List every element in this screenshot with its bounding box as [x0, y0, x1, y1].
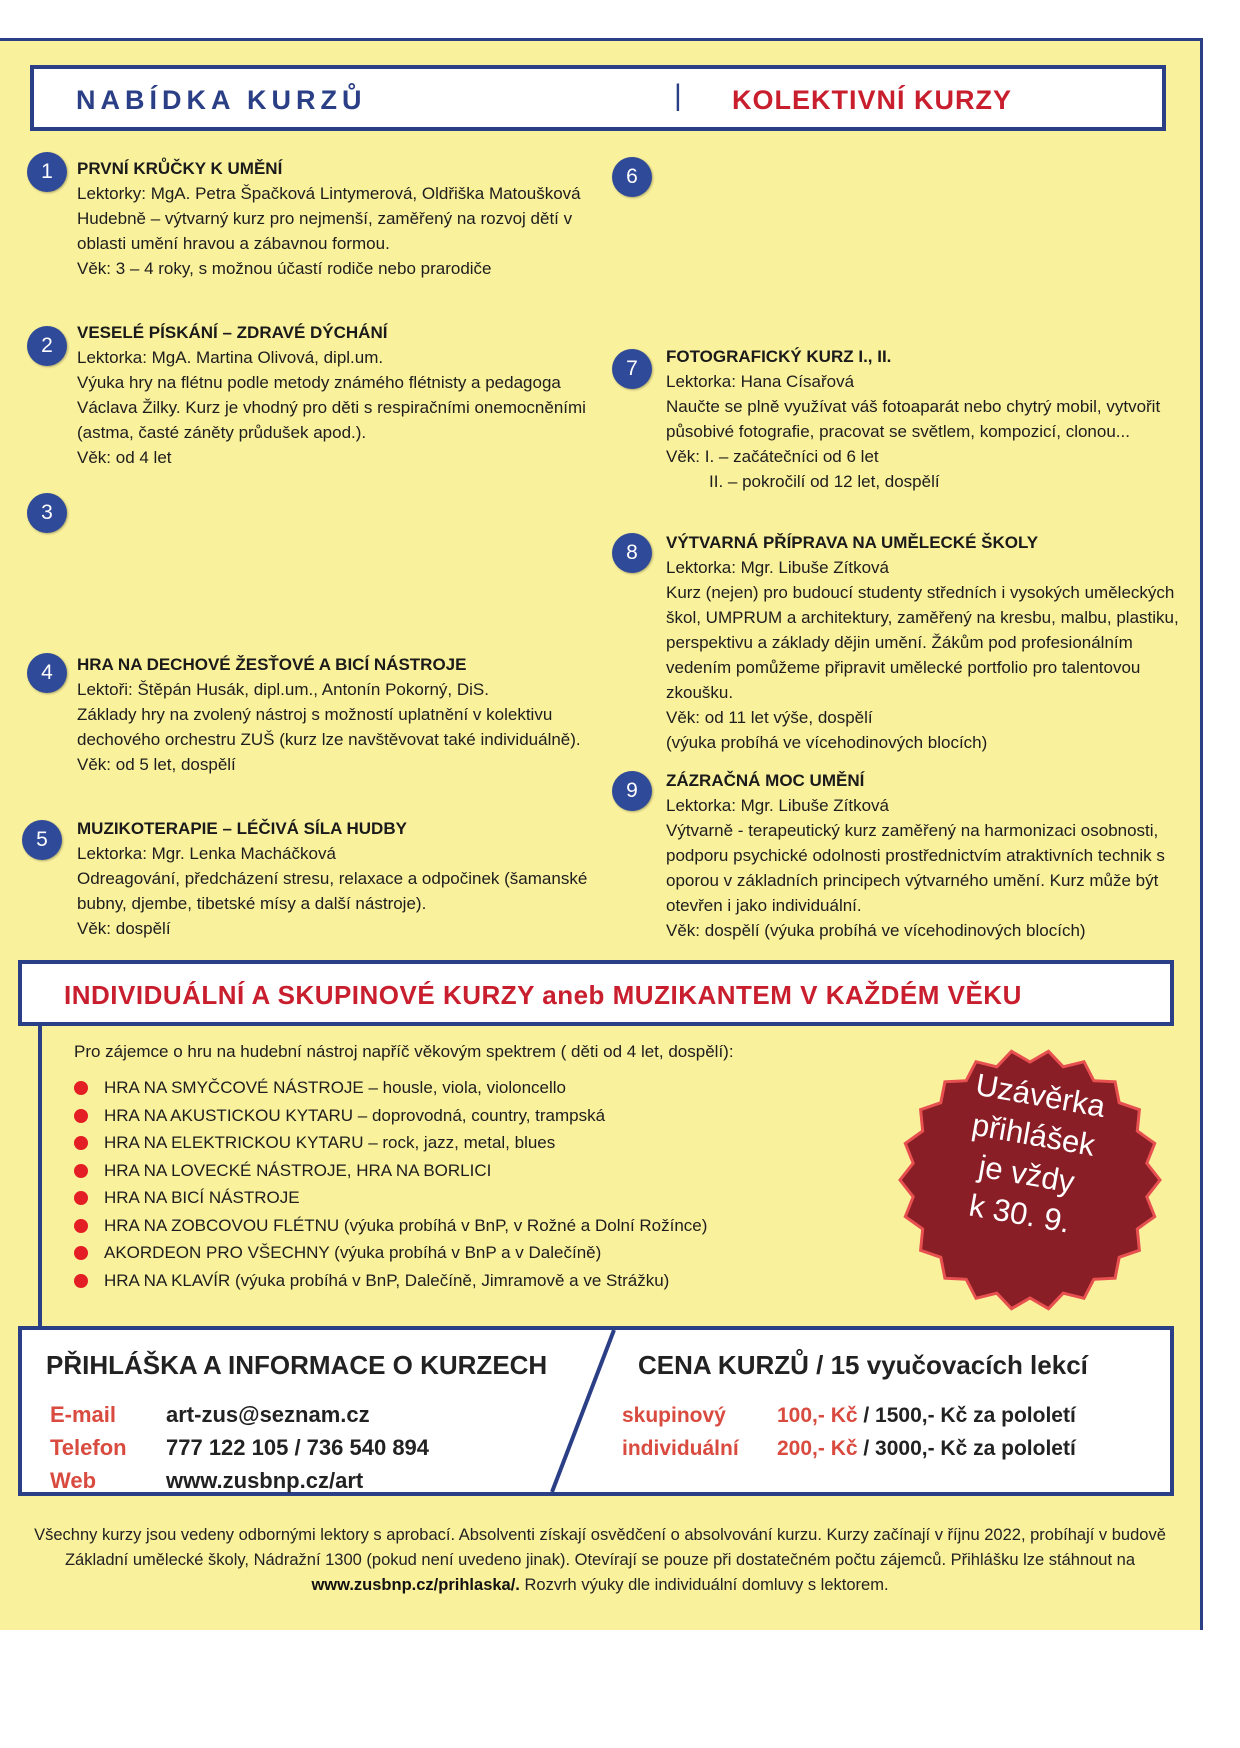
- bullet-icon: [74, 1246, 88, 1260]
- list-item: HRA NA KLAVÍR (výuka probíhá v BnP, Dalečíně, Jimramově a ve Strážku): [74, 1271, 707, 1299]
- course-4-description: Základy hry na zvolený nástroj s možností uplatnění v kolektivu dechového orchestru ZUŠ (kurz lze navštěvovat také individuálně).: [77, 705, 581, 749]
- deadline-badge-text: Uzávěrka přihlášek je vždy k 30. 9.: [966, 1066, 1109, 1240]
- course-2-lector: Lektorka: MgA. Martina Olivová, dipl.um.: [77, 348, 384, 367]
- application-download-link[interactable]: www.zusbnp.cz/prihlaska/.: [311, 1576, 520, 1594]
- course-8-description: Kurz (nejen) pro budoucí studenty středních i vysokých uměleckých škol, UMPRUM a architektury, zaměřený na kresbu, malbu, plastiku, perspektivu a základy dějin umění. Žákům pod profesionálním vedením pomůžeme připravit umělecké portfolio pro talentovou zkoušku.: [666, 583, 1179, 702]
- bullet-icon: [74, 1136, 88, 1150]
- top-border: [0, 38, 1203, 41]
- course-2-description: Výuka hry na flétnu podle metody známého flétnisty a pedagoga Václava Žilky. Kurz je vhodný pro děti s respiračními onemocněními (astma, časté záněty průdušek apod.).: [77, 373, 586, 442]
- course-5-title: MUZIKOTERAPIE – LÉČIVÁ SÍLA HUDBY: [77, 819, 407, 838]
- web-row: Web: [50, 1468, 97, 1493]
- course-7-title: FOTOGRAFICKÝ KURZ I., II.: [666, 347, 892, 366]
- offer-header: [30, 65, 1166, 131]
- footer-note: Všechny kurzy jsou vedeny odbornými lektory s aprobací. Absolventi získají osvědčení o absolvování kurzu. Kurzy začínají v říjnu 2022, probíhají v budově Základní umělecké školy, Nádražní 1300 (pokud není uvedeno jinak). Otevírají se pouze při dostatečném počtu zájemců. Přihlášku lze stáhnout na www.zusbnp.cz/prihlaska/. Rozvrh výuky dle individuální domluvy s lektorem.: [34, 1526, 1166, 1594]
- course-number-7: 7: [612, 349, 652, 389]
- course-9: [666, 768, 1191, 943]
- web-link[interactable]: www.zusbnp.cz/art: [166, 1468, 364, 1493]
- price-row-group: skupinový 100,- Kč / 1500,- Kč za pololetí: [622, 1404, 1076, 1427]
- course-number-2: 2: [27, 326, 67, 366]
- course-4-title: HRA NA DECHOVÉ ŽESŤOVÉ A BICÍ NÁSTROJE: [77, 655, 467, 674]
- course-2: [77, 320, 622, 470]
- header-title-offer: NABÍDKA KURZŮ: [76, 85, 367, 115]
- application-info-title: PŘIHLÁŠKA A INFORMACE O KURZECH: [46, 1350, 548, 1380]
- course-9-title: ZÁZRAČNÁ MOC UMĚNÍ: [666, 771, 865, 790]
- course-7-description: Naučte se plně využívat váš fotoaparát nebo chytrý mobil, vytvořit působivé fotografie, pracovat se světlem, kompozicí, clonou...: [666, 397, 1161, 441]
- phone-row: Telefon: [50, 1435, 127, 1460]
- list-item: HRA NA BICÍ NÁSTROJE: [74, 1188, 707, 1216]
- course-number-8: 8: [612, 533, 652, 573]
- course-2-title: VESELÉ PÍSKÁNÍ – ZDRAVÉ DÝCHÁNÍ: [77, 323, 388, 342]
- course-1-title: PRVNÍ KRŮČKY K UMĚNÍ: [77, 159, 283, 178]
- individual-courses-header: [18, 960, 1174, 1026]
- course-7-age-beginners: Věk: I. – začátečníci od 6 let: [666, 447, 879, 466]
- header-title-collective: KOLEKTIVNÍ KURZY: [732, 85, 1013, 115]
- course-number-3: 3: [27, 493, 67, 533]
- price-row-individual: individuální 200,- Kč / 3000,- Kč za pololetí: [622, 1437, 1076, 1460]
- bullet-icon: [74, 1081, 88, 1095]
- course-number-4: 4: [27, 653, 67, 693]
- bullet-icon: [74, 1219, 88, 1233]
- bullet-icon: [74, 1191, 88, 1205]
- course-number-5: 5: [22, 820, 62, 860]
- individual-intro: Pro zájemce o hru na hudební nástroj napříč věkovým spektrem ( děti od 4 let, dospělí):: [74, 1042, 734, 1061]
- course-8-title: VÝTVARNÁ PŘÍPRAVA NA UMĚLECKÉ ŠKOLY: [666, 533, 1039, 552]
- email-row: E-mail: [50, 1402, 117, 1427]
- phone-value[interactable]: 777 122 105 / 736 540 894: [166, 1435, 430, 1460]
- course-7-age-advanced: II. – pokročilí od 12 let, dospělí: [709, 472, 940, 491]
- individual-courses-title: INDIVIDUÁLNÍ A SKUPINOVÉ KURZY aneb MUZIKANTEM V KAŽDÉM VĚKU: [64, 980, 1022, 1010]
- list-item: HRA NA LOVECKÉ NÁSTROJE, HRA NA BORLICI: [74, 1161, 707, 1189]
- price-title: CENA KURZŮ / 15 vyučovacích lekcí: [638, 1350, 1088, 1380]
- course-8: [666, 530, 1191, 755]
- course-8-note: (výuka probíhá ve vícehodinových blocích): [666, 733, 988, 752]
- list-item: HRA NA AKUSTICKOU KYTARU – doprovodná, country, trampská: [74, 1106, 707, 1134]
- course-7-lector: Lektorka: Hana Císařová: [666, 372, 855, 391]
- list-item: HRA NA ELEKTRICKOU KYTARU – rock, jazz, metal, blues: [74, 1133, 707, 1161]
- course-4-lectors: Lektoři: Štěpán Husák, dipl.um., Antonín Pokorný, DiS.: [77, 680, 489, 699]
- course-1-description: Hudebně – výtvarný kurz pro nejmenší, zaměřený na rozvoj dětí v oblasti umění hravou a zábavnou formou.: [77, 209, 573, 253]
- course-8-age: Věk: od 11 let výše, dospělí: [666, 708, 873, 727]
- bullet-icon: [74, 1109, 88, 1123]
- course-9-lector: Lektorka: Mgr. Libuše Zítková: [666, 796, 889, 815]
- header-separator: |: [674, 79, 682, 112]
- course-1-age: Věk: 3 – 4 roky, s možnou účastí rodiče nebo prarodiče: [77, 259, 492, 278]
- course-5-lector: Lektorka: Mgr. Lenka Macháčková: [77, 844, 336, 863]
- course-5: [77, 816, 617, 941]
- list-item: HRA NA SMYČCOVÉ NÁSTROJE – housle, viola, violoncello: [74, 1078, 707, 1106]
- list-item: HRA NA ZOBCOVOU FLÉTNU (výuka probíhá v BnP, v Rožné a Dolní Rožínce): [74, 1216, 707, 1244]
- instrument-list: [74, 1078, 707, 1298]
- course-number-1: 1: [27, 152, 67, 192]
- course-9-age: Věk: dospělí (výuka probíhá ve vícehodinových blocích): [666, 921, 1086, 940]
- course-4-age: Věk: od 5 let, dospělí: [77, 755, 236, 774]
- course-4: [77, 652, 617, 777]
- course-number-6: 6: [612, 157, 652, 197]
- course-1: [77, 156, 617, 281]
- course-7: [666, 344, 1191, 494]
- section-divider-line: [38, 1026, 42, 1326]
- course-number-9: 9: [612, 771, 652, 811]
- course-5-age: Věk: dospělí: [77, 919, 171, 938]
- bullet-icon: [74, 1274, 88, 1288]
- course-1-lectors: Lektorky: MgA. Petra Špačková Lintymerová, Oldřiška Matoušková: [77, 184, 581, 203]
- email-value[interactable]: art-zus@seznam.cz: [166, 1402, 370, 1427]
- bullet-icon: [74, 1164, 88, 1178]
- course-5-description: Odreagování, předcházení stresu, relaxace a odpočinek (šamanské bubny, djembe, tibetské mísy a další nástroje).: [77, 869, 588, 913]
- course-9-description: Výtvarně - terapeutický kurz zaměřený na harmonizaci osobnosti, podporu psychické odolnosti prostřednictvím atraktivních technik s oporou v základních principech výtvarného umění. Kurz může být otevřen i jako individuální.: [666, 821, 1165, 915]
- course-2-age: Věk: od 4 let: [77, 448, 172, 467]
- course-8-lector: Lektorka: Mgr. Libuše Zítková: [666, 558, 889, 577]
- list-item: AKORDEON PRO VŠECHNY (výuka probíhá v BnP a v Dalečíně): [74, 1243, 707, 1271]
